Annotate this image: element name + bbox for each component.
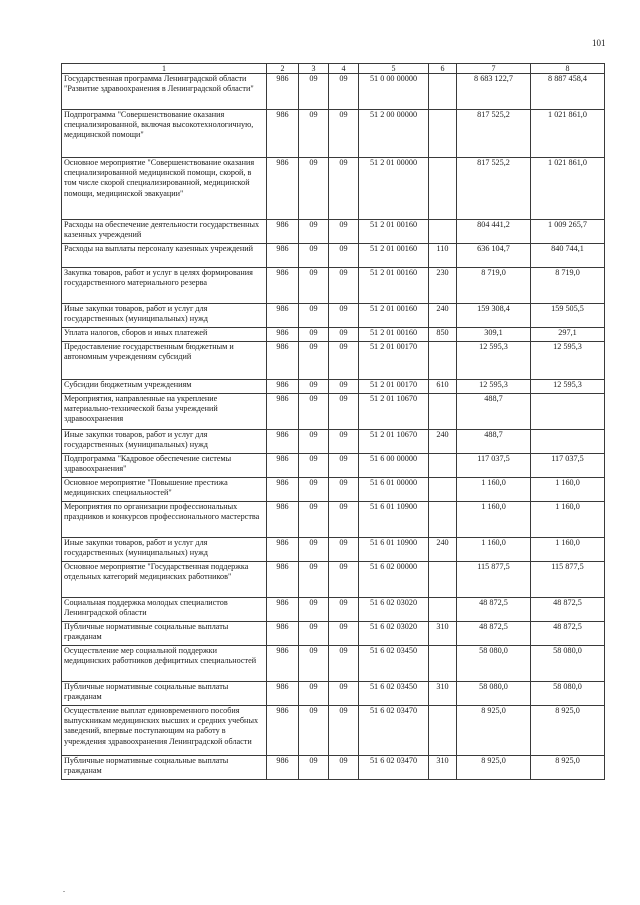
row-subsection: 09: [329, 756, 359, 780]
row-expense-type: 240: [429, 304, 457, 328]
row-subsection: 09: [329, 244, 359, 268]
row-name: Уплата налогов, сборов и иных платежей: [62, 328, 267, 342]
column-header-6: 6: [429, 64, 457, 74]
row-section: 09: [299, 380, 329, 394]
row-expense-type: [429, 478, 457, 502]
row-admin-code: 986: [267, 244, 299, 268]
row-section: 09: [299, 478, 329, 502]
row-section: 09: [299, 502, 329, 538]
row-subsection: 09: [329, 562, 359, 598]
row-target-article: 51 2 01 00160: [359, 220, 429, 244]
row-name: Расходы на выплаты персоналу казенных учреждений: [62, 244, 267, 268]
row-expense-type: [429, 342, 457, 380]
row-name: Закупка товаров, работ и услуг в целях формирования государственного материального резерва: [62, 268, 267, 304]
table-row: [62, 454, 605, 478]
row-amount-year2: 1 160,0: [531, 478, 605, 502]
row-admin-code: 986: [267, 478, 299, 502]
table-row: [62, 478, 605, 502]
row-target-article: 51 6 02 00000: [359, 562, 429, 598]
row-target-article: 51 2 01 10670: [359, 394, 429, 430]
row-target-article: 51 2 01 10670: [359, 430, 429, 454]
row-admin-code: 986: [267, 158, 299, 220]
row-section: 09: [299, 430, 329, 454]
table-row: [62, 538, 605, 562]
row-name: Основное мероприятие "Повышение престижа медицинских специальностей": [62, 478, 267, 502]
row-name: Иные закупки товаров, работ и услуг для государственных (муниципальных) нужд: [62, 538, 267, 562]
row-name: Мероприятия по организации профессиональных праздников и конкурсов профессионального мастерства: [62, 502, 267, 538]
row-subsection: 09: [329, 220, 359, 244]
row-amount-year1: 488,7: [457, 394, 531, 430]
row-amount-year2: 1 009 265,7: [531, 220, 605, 244]
table-row: [62, 394, 605, 430]
column-header-2: 2: [267, 64, 299, 74]
table-row: [62, 598, 605, 622]
row-expense-type: [429, 74, 457, 110]
row-amount-year2: 159 505,5: [531, 304, 605, 328]
row-section: 09: [299, 220, 329, 244]
row-target-article: 51 2 01 00170: [359, 380, 429, 394]
row-admin-code: 986: [267, 622, 299, 646]
row-subsection: 09: [329, 538, 359, 562]
row-subsection: 09: [329, 380, 359, 394]
table-row: [62, 562, 605, 598]
table-row: [62, 74, 605, 110]
row-amount-year2: 8 925,0: [531, 756, 605, 780]
row-section: 09: [299, 538, 329, 562]
row-target-article: 51 6 01 10900: [359, 538, 429, 562]
row-amount-year1: 8 925,0: [457, 706, 531, 756]
row-amount-year1: 159 308,4: [457, 304, 531, 328]
row-section: 09: [299, 304, 329, 328]
row-subsection: 09: [329, 598, 359, 622]
row-name: Расходы на обеспечение деятельности государственных казенных учреждений: [62, 220, 267, 244]
column-header-3: 3: [299, 64, 329, 74]
row-amount-year2: 1 021 861,0: [531, 158, 605, 220]
row-amount-year2: 8 887 458,4: [531, 74, 605, 110]
row-section: 09: [299, 394, 329, 430]
row-section: 09: [299, 74, 329, 110]
row-admin-code: 986: [267, 110, 299, 158]
row-amount-year2: [531, 430, 605, 454]
row-name: Мероприятия, направленные на укрепление материально-технической базы учреждений здравоохранения: [62, 394, 267, 430]
table-row: [62, 110, 605, 158]
row-subsection: 09: [329, 682, 359, 706]
row-admin-code: 986: [267, 562, 299, 598]
row-amount-year2: 12 595,3: [531, 342, 605, 380]
row-admin-code: 986: [267, 220, 299, 244]
table-row: [62, 328, 605, 342]
row-target-article: 51 0 00 00000: [359, 74, 429, 110]
row-amount-year1: 1 160,0: [457, 478, 531, 502]
row-subsection: 09: [329, 646, 359, 682]
row-amount-year1: 817 525,2: [457, 110, 531, 158]
row-subsection: 09: [329, 328, 359, 342]
row-amount-year1: 1 160,0: [457, 538, 531, 562]
column-header-5: 5: [359, 64, 429, 74]
row-subsection: 09: [329, 478, 359, 502]
row-target-article: 51 2 01 00160: [359, 304, 429, 328]
row-section: 09: [299, 756, 329, 780]
row-subsection: 09: [329, 158, 359, 220]
row-admin-code: 986: [267, 538, 299, 562]
row-expense-type: 240: [429, 430, 457, 454]
row-amount-year2: 8 719,0: [531, 268, 605, 304]
row-subsection: 09: [329, 706, 359, 756]
row-admin-code: 986: [267, 268, 299, 304]
row-admin-code: 986: [267, 430, 299, 454]
row-amount-year1: 58 080,0: [457, 682, 531, 706]
row-amount-year2: 48 872,5: [531, 598, 605, 622]
row-amount-year1: 117 037,5: [457, 454, 531, 478]
row-expense-type: 230: [429, 268, 457, 304]
row-expense-type: [429, 562, 457, 598]
row-expense-type: 110: [429, 244, 457, 268]
row-amount-year2: 117 037,5: [531, 454, 605, 478]
row-subsection: 09: [329, 622, 359, 646]
row-expense-type: [429, 706, 457, 756]
row-name: Осуществление выплат единовременного пособия выпускникам медицинских высших и средних учебных заведений, впервые поступающим на работу в учреждения здравоохранения Ленинградской области: [62, 706, 267, 756]
row-name: Публичные нормативные социальные выплаты гражданам: [62, 756, 267, 780]
row-target-article: 51 6 01 10900: [359, 502, 429, 538]
row-amount-year1: 12 595,3: [457, 342, 531, 380]
row-admin-code: 986: [267, 304, 299, 328]
row-admin-code: 986: [267, 380, 299, 394]
row-amount-year2: 297,1: [531, 328, 605, 342]
row-target-article: 51 6 02 03020: [359, 622, 429, 646]
table-row: [62, 622, 605, 646]
row-target-article: 51 6 02 03020: [359, 598, 429, 622]
row-name: Государственная программа Ленинградской области "Развитие здравоохранения в Ленинградской области": [62, 74, 267, 110]
row-amount-year2: 58 080,0: [531, 682, 605, 706]
row-target-article: 51 2 01 00160: [359, 328, 429, 342]
row-amount-year1: 48 872,5: [457, 622, 531, 646]
row-expense-type: [429, 394, 457, 430]
table-row: [62, 268, 605, 304]
row-section: 09: [299, 706, 329, 756]
row-admin-code: 986: [267, 598, 299, 622]
row-amount-year2: 8 925,0: [531, 706, 605, 756]
row-amount-year2: 115 877,5: [531, 562, 605, 598]
row-admin-code: 986: [267, 394, 299, 430]
column-header-7: 7: [457, 64, 531, 74]
budget-table: [61, 63, 605, 780]
row-name: Иные закупки товаров, работ и услуг для государственных (муниципальных) нужд: [62, 304, 267, 328]
row-subsection: 09: [329, 454, 359, 478]
row-subsection: 09: [329, 394, 359, 430]
row-name: Предоставление государственным бюджетным и автономным учреждениям субсидий: [62, 342, 267, 380]
row-name: Социальная поддержка молодых специалистов Ленинградской области: [62, 598, 267, 622]
row-expense-type: [429, 220, 457, 244]
row-expense-type: 310: [429, 682, 457, 706]
row-name: Иные закупки товаров, работ и услуг для государственных (муниципальных) нужд: [62, 430, 267, 454]
row-section: 09: [299, 454, 329, 478]
row-amount-year1: 8 925,0: [457, 756, 531, 780]
row-section: 09: [299, 110, 329, 158]
row-admin-code: 986: [267, 74, 299, 110]
row-admin-code: 986: [267, 682, 299, 706]
row-amount-year2: [531, 394, 605, 430]
row-expense-type: [429, 502, 457, 538]
row-admin-code: 986: [267, 646, 299, 682]
row-expense-type: [429, 454, 457, 478]
row-section: 09: [299, 682, 329, 706]
row-target-article: 51 2 01 00000: [359, 158, 429, 220]
table-row: [62, 682, 605, 706]
row-expense-type: 310: [429, 622, 457, 646]
row-amount-year1: 488,7: [457, 430, 531, 454]
table-row: [62, 646, 605, 682]
row-section: 09: [299, 622, 329, 646]
row-subsection: 09: [329, 268, 359, 304]
table-body: [62, 74, 605, 780]
row-expense-type: [429, 158, 457, 220]
table-row: [62, 502, 605, 538]
row-name: Публичные нормативные социальные выплаты гражданам: [62, 622, 267, 646]
row-name: Основное мероприятие "Государственная поддержка отдельных категорий медицинских работников": [62, 562, 267, 598]
row-section: 09: [299, 328, 329, 342]
row-name: Основное мероприятие "Совершенствование оказания специализированной медицинской помощи, скорой, в том числе скорой специализированной, медицинской помощи, медицинской эвакуации": [62, 158, 267, 220]
column-header-4: 4: [329, 64, 359, 74]
row-section: 09: [299, 598, 329, 622]
row-section: 09: [299, 244, 329, 268]
row-target-article: 51 6 02 03450: [359, 682, 429, 706]
row-amount-year2: 1 021 861,0: [531, 110, 605, 158]
row-expense-type: 240: [429, 538, 457, 562]
row-amount-year2: 48 872,5: [531, 622, 605, 646]
table-row: [62, 304, 605, 328]
table-row: [62, 158, 605, 220]
row-target-article: 51 6 01 00000: [359, 478, 429, 502]
row-amount-year1: 1 160,0: [457, 502, 531, 538]
row-name: Публичные нормативные социальные выплаты гражданам: [62, 682, 267, 706]
row-section: 09: [299, 158, 329, 220]
row-admin-code: 986: [267, 706, 299, 756]
row-admin-code: 986: [267, 502, 299, 538]
row-admin-code: 986: [267, 756, 299, 780]
row-amount-year1: 12 595,3: [457, 380, 531, 394]
page-number: 101: [592, 38, 606, 48]
row-subsection: 09: [329, 304, 359, 328]
row-name: Осуществление мер социальной поддержки медицинских работников дефицитных специальностей: [62, 646, 267, 682]
row-subsection: 09: [329, 110, 359, 158]
row-expense-type: 310: [429, 756, 457, 780]
row-expense-type: [429, 646, 457, 682]
row-amount-year1: 115 877,5: [457, 562, 531, 598]
row-amount-year2: 58 080,0: [531, 646, 605, 682]
table-row: [62, 220, 605, 244]
row-amount-year1: 309,1: [457, 328, 531, 342]
header-row: [62, 64, 605, 74]
row-expense-type: [429, 110, 457, 158]
row-subsection: 09: [329, 74, 359, 110]
row-amount-year1: 8 719,0: [457, 268, 531, 304]
row-amount-year1: 804 441,2: [457, 220, 531, 244]
row-amount-year2: 1 160,0: [531, 538, 605, 562]
row-name: Субсидии бюджетным учреждениям: [62, 380, 267, 394]
row-amount-year1: 58 080,0: [457, 646, 531, 682]
row-amount-year1: 817 525,2: [457, 158, 531, 220]
column-header-1: 1: [62, 64, 267, 74]
row-expense-type: [429, 598, 457, 622]
row-target-article: 51 6 02 03470: [359, 756, 429, 780]
row-subsection: 09: [329, 502, 359, 538]
page-mark: .: [63, 885, 65, 894]
column-header-8: 8: [531, 64, 605, 74]
row-admin-code: 986: [267, 328, 299, 342]
row-admin-code: 986: [267, 454, 299, 478]
table-row: [62, 244, 605, 268]
table-row: [62, 380, 605, 394]
table-row: [62, 706, 605, 756]
row-target-article: 51 2 01 00170: [359, 342, 429, 380]
row-amount-year1: 636 104,7: [457, 244, 531, 268]
row-amount-year2: 840 744,1: [531, 244, 605, 268]
row-section: 09: [299, 342, 329, 380]
table-row: [62, 342, 605, 380]
table-row: [62, 756, 605, 780]
row-amount-year1: 48 872,5: [457, 598, 531, 622]
row-target-article: 51 2 00 00000: [359, 110, 429, 158]
row-target-article: 51 2 01 00160: [359, 268, 429, 304]
table-row: [62, 430, 605, 454]
row-target-article: 51 2 01 00160: [359, 244, 429, 268]
row-expense-type: 850: [429, 328, 457, 342]
row-target-article: 51 6 00 00000: [359, 454, 429, 478]
row-name: Подпрограмма "Кадровое обеспечение системы здравоохранения": [62, 454, 267, 478]
row-amount-year1: 8 683 122,7: [457, 74, 531, 110]
row-section: 09: [299, 562, 329, 598]
row-section: 09: [299, 646, 329, 682]
row-section: 09: [299, 268, 329, 304]
row-amount-year2: 1 160,0: [531, 502, 605, 538]
row-target-article: 51 6 02 03470: [359, 706, 429, 756]
row-subsection: 09: [329, 430, 359, 454]
row-admin-code: 986: [267, 342, 299, 380]
row-subsection: 09: [329, 342, 359, 380]
row-amount-year2: 12 595,3: [531, 380, 605, 394]
row-expense-type: 610: [429, 380, 457, 394]
row-target-article: 51 6 02 03450: [359, 646, 429, 682]
row-name: Подпрограмма "Совершенствование оказания специализированной, включая высокотехнологичную, медицинской помощи": [62, 110, 267, 158]
